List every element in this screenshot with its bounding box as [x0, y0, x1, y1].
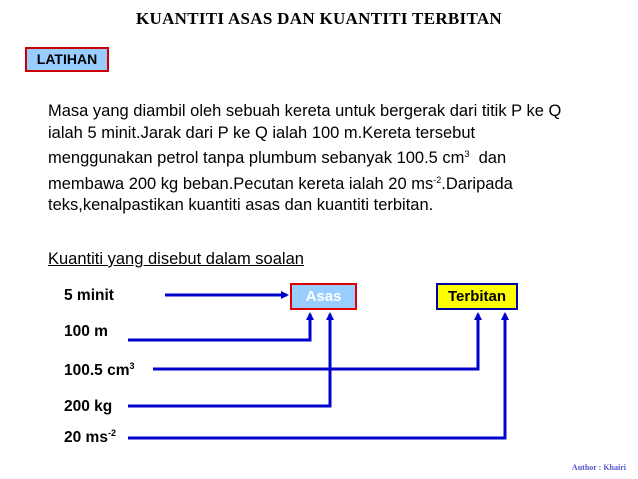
paragraph-line-1: Masa yang diambil oleh sebuah kereta untuk bergerak dari titik P ke Q [48, 102, 562, 120]
quantity-100-m: 100 m [64, 323, 108, 340]
terbitan-box: Terbitan [436, 283, 518, 310]
paragraph-line-3: menggunakan petrol tanpa plumbum sebanyak 100.5 $cm^3$ dan [48, 149, 507, 167]
slide-title: KUANTITI ASAS DAN KUANTITI TERBITAN [135, 9, 502, 28]
paragraph-line-2: ialah 5 minit.Jarak dari P ke Q ialah 100 m.Kereta tersebut [48, 123, 476, 142]
quantity-20-ms-2: 20 $ms^{-2}$ [64, 428, 116, 446]
paragraph-line-4: membawa 200 kg beban.Pecutan kereta ialah 20 $ms^{-2}.Daripada$ [48, 174, 513, 193]
author-credit: Author : Khairi [571, 463, 626, 472]
arrow-20-ms-2-to-terbitan [128, 314, 505, 438]
asas-box: Asas [290, 283, 357, 310]
quantity-5-minit: 5 minit [64, 287, 114, 304]
paragraph-line-5: teks,kenalpastikan kuantiti asas dan kuantiti terbitan. [48, 196, 434, 214]
arrow-100-m-to-asas [128, 314, 310, 340]
arrow-200-kg-to-asas [128, 314, 330, 406]
quantities-heading: Kuantiti yang disebut dalam soalan [48, 250, 304, 268]
latihan-badge: LATIHAN [25, 47, 109, 72]
quantity-200-kg: 200 kg [64, 398, 113, 415]
quantity-100-5-cm3: 100.5 $cm^3$ [64, 361, 135, 379]
